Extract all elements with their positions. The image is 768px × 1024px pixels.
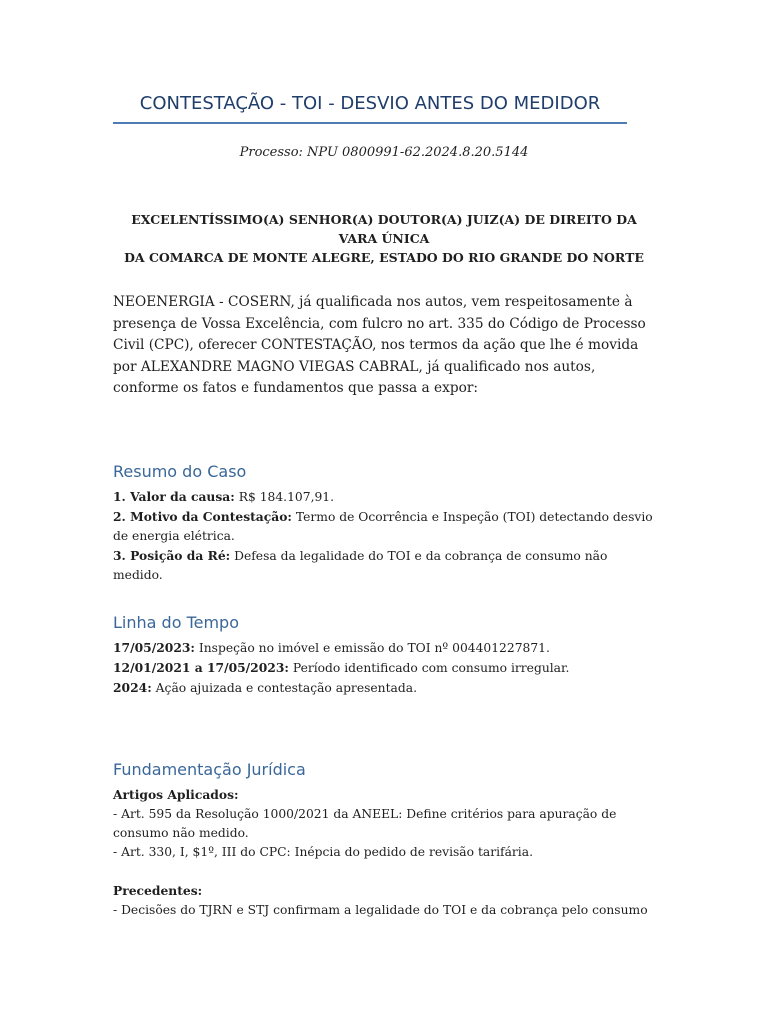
precedents-label: Precedentes: xyxy=(113,883,203,898)
summary-section xyxy=(113,462,658,585)
court-address-line: EXCELENTÍSSIMO(A) SENHOR(A) DOUTOR(A) JUIZ(A) DE DIREITO DA VARA ÚNICA xyxy=(131,212,637,246)
summary-item: 3. Posição da Ré: Defesa da legalidade do TOI e da cobrança de consumo não medido. xyxy=(113,548,608,582)
summary-item: 1. Valor da causa: R$ 184.107,91. xyxy=(113,489,335,504)
court-address xyxy=(113,210,655,267)
section-heading: Resumo do Caso xyxy=(113,462,247,481)
timeline-item: 17/05/2023: Inspeção no imóvel e emissão do TOI nº 004401227871. xyxy=(113,640,550,655)
section-heading: Fundamentação Jurídica xyxy=(113,760,306,779)
timeline-item: 12/01/2021 a 17/05/2023: Período identificado com consumo irregular. xyxy=(113,660,570,675)
article-item: - Art. 595 da Resolução 1000/2021 da ANEEL: Define critérios para apuração de consumo não medido. xyxy=(113,807,617,840)
process-number: Processo: NPU 0800991-62.2024.8.20.5144 xyxy=(239,145,529,160)
precedent-item: - Decisões do TJRN e STJ confirmam a legalidade do TOI e da cobrança pelo consumo xyxy=(113,903,648,917)
legal-section xyxy=(113,760,658,920)
timeline-item: 2024: Ação ajuizada e contestação apresentada. xyxy=(113,680,417,695)
section-heading: Linha do Tempo xyxy=(113,613,239,632)
document-title: CONTESTAÇÃO - TOI - DESVIO ANTES DO MEDIDOR xyxy=(113,93,627,124)
articles-label: Artigos Aplicados: xyxy=(113,787,239,802)
intro-paragraph: NEOENERGIA - COSERN, já qualificada nos autos, vem respeitosamente à presença de Vossa Excelência, com fulcro no art. 335 do Código de Processo Civil (CPC), oferecer CONTESTAÇÃO, nos termos da ação que lhe é movida por ALEXANDRE MAGNO VIEGAS CABRAL, já qualificado nos autos, conforme os fatos e fundamentos que passa a expor: xyxy=(113,294,646,396)
article-item: - Art. 330, I, $1º, III do CPC: Inépcia do pedido de revisão tarifária. xyxy=(113,845,533,859)
court-address-line: DA COMARCA DE MONTE ALEGRE, ESTADO DO RIO GRANDE DO NORTE xyxy=(124,250,644,265)
timeline-section xyxy=(113,613,658,698)
summary-item: 2. Motivo da Contestação: Termo de Ocorrência e Inspeção (TOI) detectando desvio de energia elétrica. xyxy=(113,509,653,543)
